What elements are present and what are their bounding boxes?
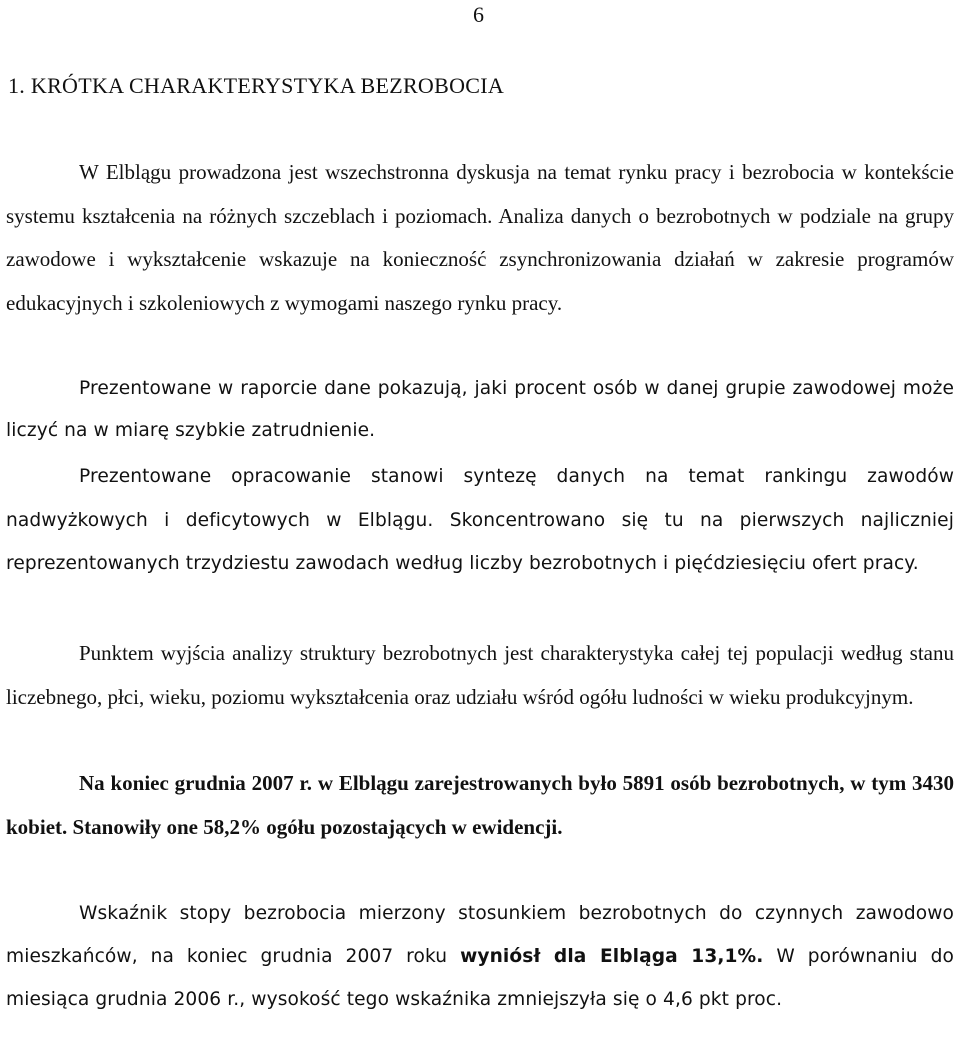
rate-text-intro: Wskaźnik stopy bezrobocia mierzony stosunkiem bezrobotnych do czynnych zawodowo mieszkańców, na koniec grudnia 2007 roku [6, 903, 954, 967]
rate-text-comparison: W porównaniu do miesiąca grudnia 2006 r., wysokość tego wskaźnika zmniejszyła się o 4,6 pkt proc. [6, 946, 954, 1010]
paragraph-starting-point: Punktem wyjścia analizy struktury bezrobotnych jest charakterystyka całej tej populacji według stanu liczebnego, płci, wieku, poziomu wykształcenia oraz udziału wśród ogółu ludności w wieku produkcyjnym. [6, 641, 954, 709]
page-number: 6 [473, 2, 484, 27]
paragraph-report-data: Prezentowane w raporcie dane pokazują, jaki procent osób w danej grupie zawodowej może liczyć na w miarę szybkie zatrudnienie. [6, 378, 954, 441]
rate-text-highlight: wyniósł dla Elbląga 13,1%. [460, 946, 764, 967]
paragraph-intro: W Elblągu prowadzona jest wszechstronna dyskusja na temat rynku pracy i bezrobocia w kontekście systemu kształcenia na różnych szczeblach i poziomach. Analiza danych o bezrobotnych w podziale na grupy zawodowe i wykształcenie wskazuje na konieczność zsynchronizowania działań w zakresie programów edukacyjnych i szkoleniowych z wymogami naszego rynku pracy. [6, 160, 954, 315]
paragraph-synthesis: Prezentowane opracowanie stanowi syntezę danych na temat rankingu zawodów nadwyżkowych i deficytowych w Elblągu. Skoncentrowano się tu na pierwszych najliczniej reprezentowanych trzydziestu zawodach według liczby bezrobotnych i pięćdziesięciu ofert pracy. [6, 466, 954, 574]
paragraph-unemployment-rate [6, 892, 954, 1021]
paragraph-unemployed-count: Na koniec grudnia 2007 r. w Elblągu zarejestrowanych było 5891 osób bezrobotnych, w tym 3430 kobiet. Stanowiły one 58,2% ogółu pozostających w ewidencji. [6, 771, 954, 839]
section-heading: 1. KRÓTKA CHARAKTERYSTYKA BEZROBOCIA [8, 73, 505, 98]
